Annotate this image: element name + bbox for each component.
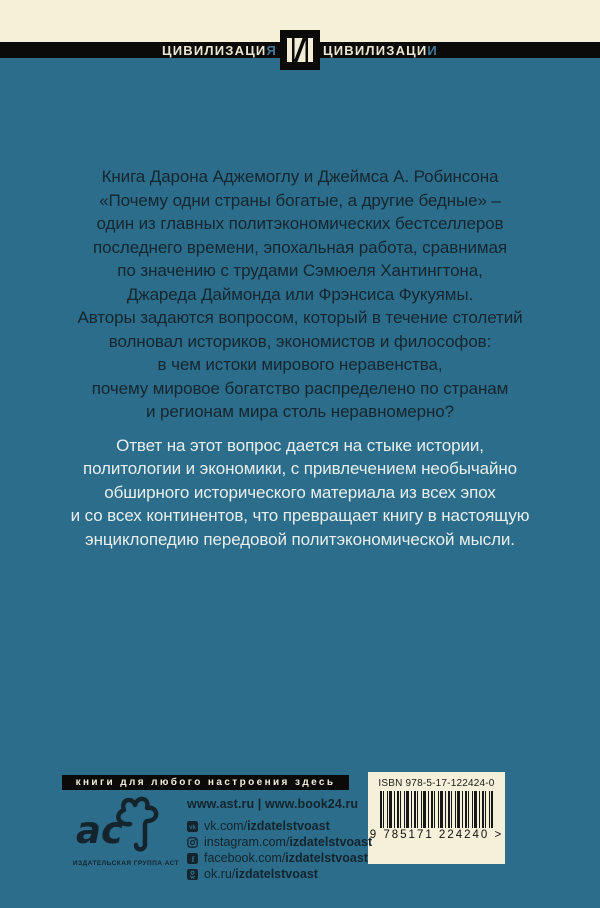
annotation-line: обширного исторического материала из всех эпох [104, 482, 496, 502]
ast-figure-icon [70, 794, 182, 854]
barcode [380, 791, 493, 828]
barcode-number: 9 785171 224240 > [369, 829, 504, 841]
social-link-prefix: facebook.com/ [204, 851, 286, 865]
annotation-line: последнего времени, эпохальная работа, сравнимая [93, 237, 507, 257]
social-link-ok [187, 866, 372, 882]
social-link-handle: izdatelstvoast [289, 835, 373, 849]
tagline-bar [62, 775, 349, 790]
annotation-line: волновал историков, экономистов и философов: [108, 331, 492, 351]
annotation-line: Ответ на этот вопрос дается на стыке истории, [116, 435, 484, 455]
annotation-line: один из главных политэкономических бестселлеров [96, 214, 504, 233]
series-header [0, 42, 600, 58]
social-link-instagram [187, 834, 372, 850]
facebook-icon [187, 853, 198, 864]
instagram-icon [187, 837, 198, 848]
social-link-prefix: ok.ru/ [204, 867, 236, 881]
annotation-paragraph-2 [30, 434, 570, 552]
social-link-vk [187, 818, 372, 834]
annotation-paragraph-1 [30, 165, 570, 424]
annotation-line: и со всех континентов, что превращает книгу в настоящую [70, 506, 530, 525]
social-link-facebook [187, 850, 372, 866]
annotation-line: Джареда Даймонда или Фрэнсиса Фукуямы. [126, 284, 474, 304]
series-title-left: ЦИВИЛИЗАЦИ [162, 42, 267, 58]
publisher-links [187, 797, 372, 882]
ast-logo-letters: ас [76, 809, 123, 852]
series-title-right: ЦИВИЛИЗАЦИ [323, 42, 428, 58]
publisher-websites: www.ast.ru | www.book24.ru [187, 797, 359, 811]
social-link-prefix: vk.com/ [204, 819, 248, 833]
social-link-handle: izdatelstvoast [247, 819, 330, 833]
series-title-right-accent: И [427, 42, 438, 58]
annotation-line: по значению с трудами Сэмюеля Хантингтона, [117, 261, 483, 280]
annotation-line: Авторы задаются вопросом, который в течение столетий [77, 308, 523, 327]
annotation-line: Книга Дарона Аджемоглу и Джеймса А. Робинсона [101, 167, 499, 186]
annotation-line: «Почему одни страны богатые, а другие бедные» – [99, 190, 501, 210]
vk-icon [187, 821, 198, 832]
social-link-handle: izdatelstvoast [235, 867, 318, 881]
svg-text:vk: vk [189, 824, 196, 831]
ok-icon [187, 869, 198, 880]
publisher-logo [66, 794, 186, 867]
svg-text:f: f [191, 853, 195, 864]
isbn-label: ISBN 978-5-17-122424-0 [378, 778, 495, 789]
isbn-barcode-box [368, 772, 505, 864]
annotation [30, 165, 570, 551]
publisher-caption: ИЗДАТЕЛЬСКАЯ ГРУППА АСТ [72, 860, 180, 867]
tagline-text: книги для любого настроения здесь [75, 777, 336, 788]
annotation-line: политологии и экономики, с привлечением необычайно [82, 459, 518, 478]
annotation-line: энциклопедию передовой политэкономической мысли. [85, 529, 515, 549]
izi-monogram-icon [280, 30, 320, 70]
annotation-line: почему мировое богатство распределено по странам [91, 378, 509, 398]
social-link-prefix: instagram.com/ [204, 835, 290, 849]
series-title-left-accent: Я [266, 42, 277, 58]
annotation-line: и регионам мира столь неравномерно? [145, 402, 455, 421]
annotation-line: в чем истоки мирового неравенства, [157, 355, 443, 374]
social-link-handle: izdatelstvoast [285, 851, 368, 865]
